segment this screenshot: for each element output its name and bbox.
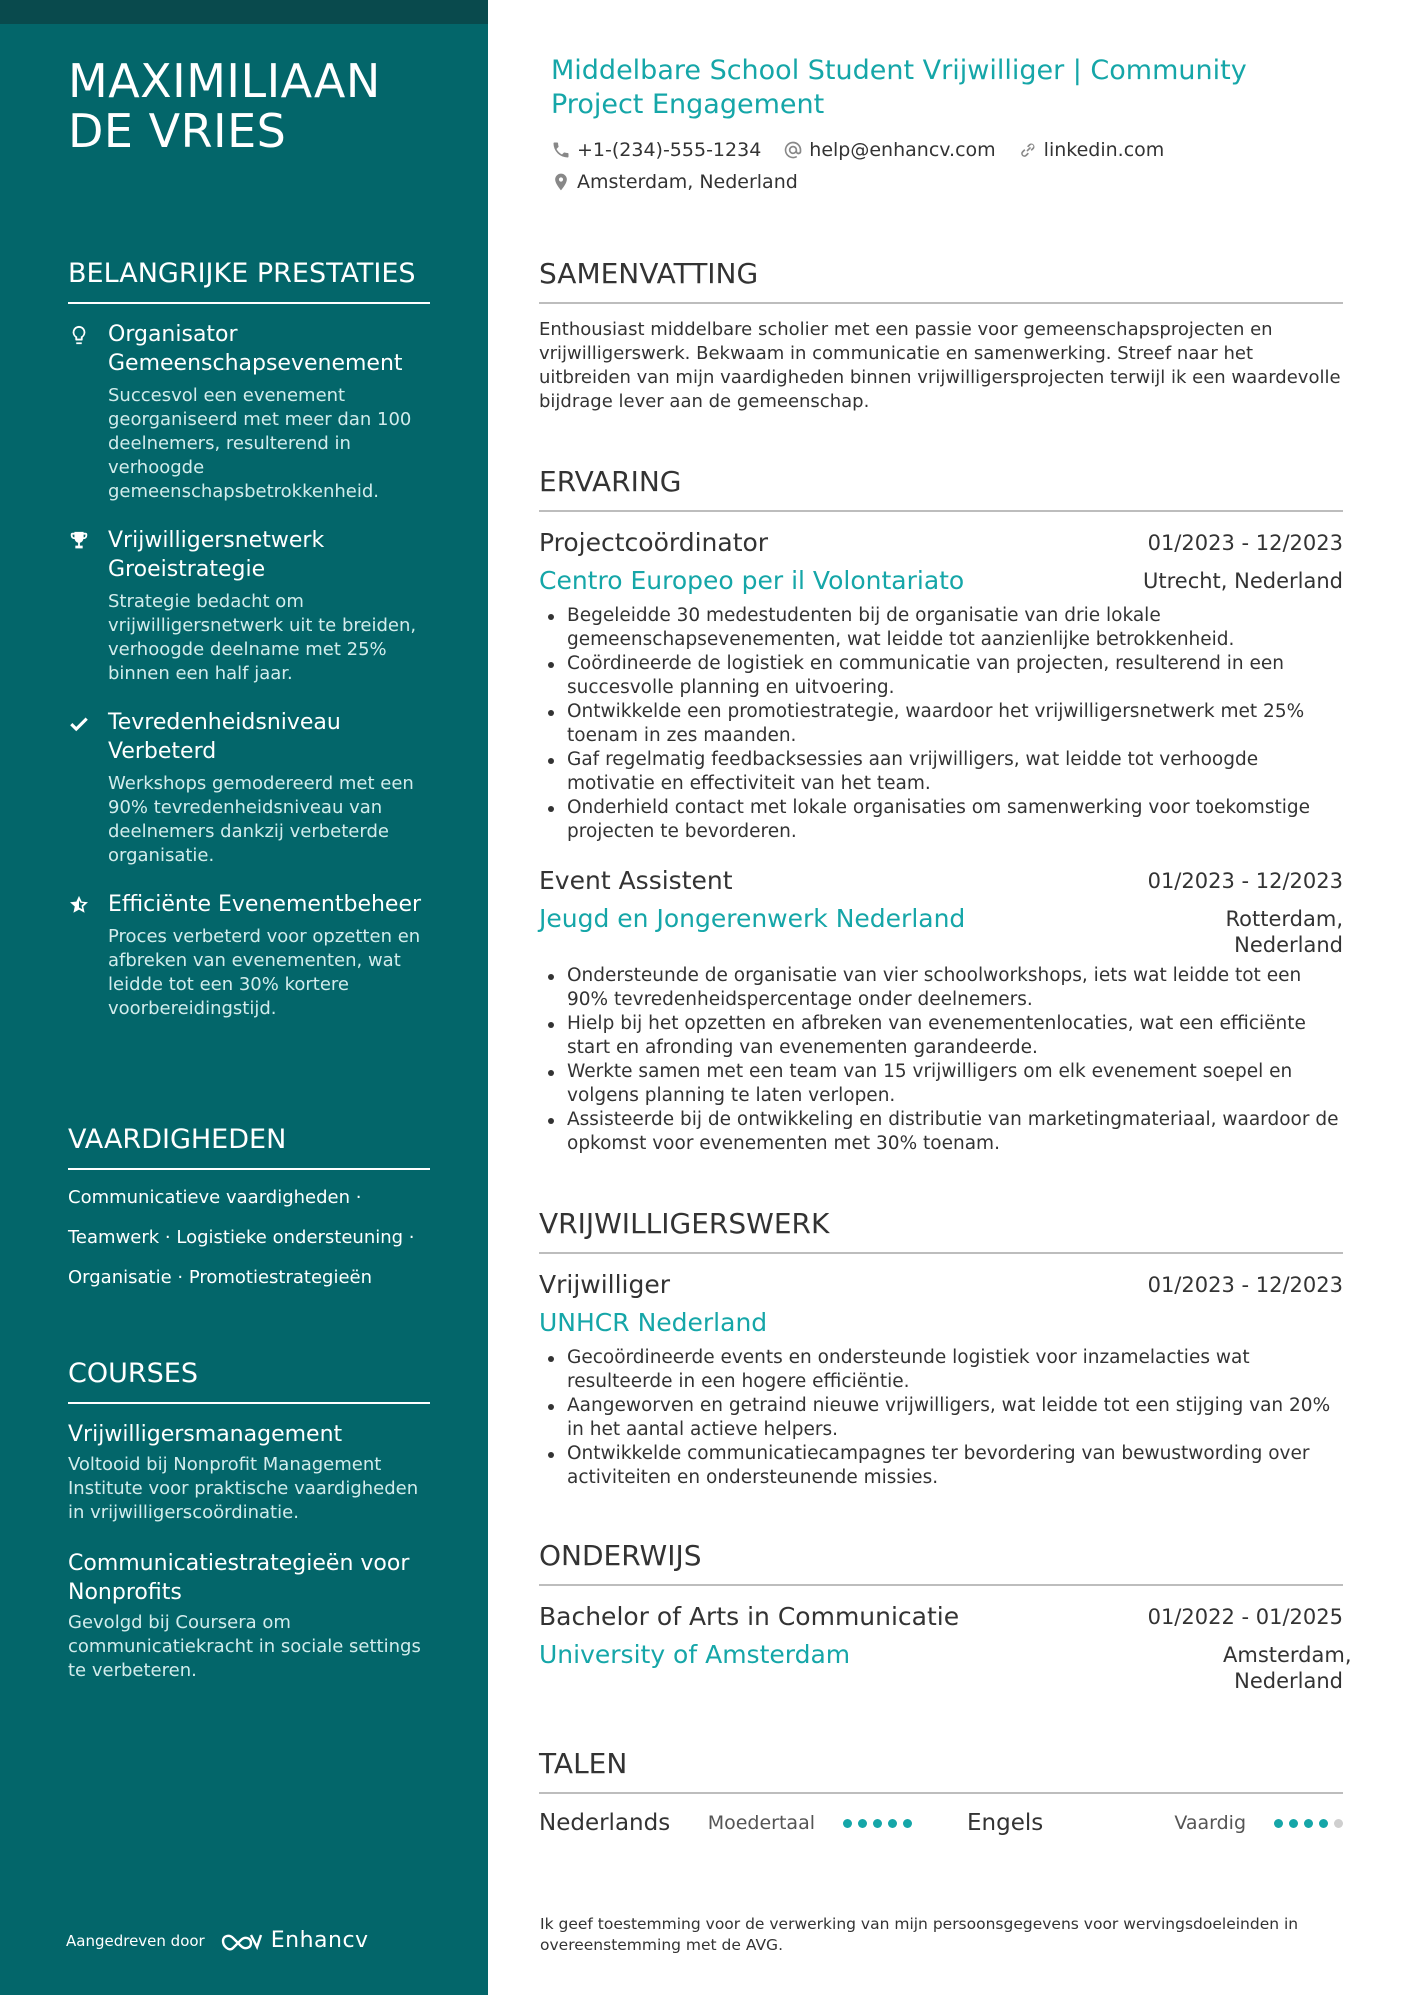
summary-heading: SAMENVATTING — [539, 256, 1343, 304]
language-item — [967, 1808, 1343, 1838]
bullet-item: Assisteerde bij de ontwikkeling en distributie van marketingmateriaal, waardoor de opkomst voor evenementen met 30% toenam. — [539, 1108, 1343, 1156]
rating-dot-filled — [1319, 1819, 1328, 1828]
contact-linkedin-text: linkedin.com — [1043, 139, 1165, 161]
entry-organization[interactable]: UNHCR Nederland — [539, 1308, 768, 1337]
entry-bullets — [539, 1346, 1343, 1490]
achievements-heading: BELANGRIJKE PRESTATIES — [68, 256, 430, 304]
bullet-item: Hielp bij het opzetten en afbreken van evenementenlocaties, wat een efficiënte start en afronding van evenementen garandeerde. — [539, 1012, 1343, 1060]
language-rating — [843, 1819, 912, 1828]
languages-heading: TALEN — [539, 1746, 1343, 1794]
rating-dot-filled — [873, 1819, 882, 1828]
bullet-item: Begeleidde 30 medestudenten bij de organisatie van drie lokale gemeenschapsevenementen, wat leidde tot aanzienlijke betrokkenheid. — [539, 604, 1343, 652]
bullet-item: Gaf regelmatig feedbacksessies aan vrijwilligers, wat leidde tot verhoogde motivatie en effectiviteit van het team. — [539, 748, 1343, 796]
brand-logo[interactable] — [219, 1928, 369, 1953]
achievement-title: Efficiënte Evenementbeheer — [108, 892, 422, 917]
course-item — [68, 1549, 430, 1683]
sidebar — [0, 0, 488, 1995]
gdpr-consent: Ik geef toestemming voor de verwerking van mijn persoonsgegevens voor wervingsdoeleinden in overeenstemming met de AVG. — [540, 1915, 1299, 1954]
language-name: Engels — [967, 1810, 1044, 1836]
contact-email-text: help@enhancv.com — [809, 139, 996, 161]
course-desc: Voltooid bij Nonprofit Management Institute voor praktische vaardigheden in vrijwilligerscoördinatie. — [68, 1454, 419, 1523]
entry-location: Rotterdam, Nederland — [1225, 907, 1343, 957]
rating-dot-filled — [888, 1819, 897, 1828]
education-heading: ONDERWIJS — [539, 1538, 1343, 1586]
bullet-item: Ontwikkelde communicatiecampagnes ter bevordering van bewustwording over activiteiten en ondersteunende missies. — [539, 1442, 1343, 1490]
achievements-section — [68, 256, 430, 1043]
entry-role: Projectcoördinator — [539, 528, 769, 557]
entry-role: Event Assistent — [539, 866, 733, 895]
bullet-item: Aangeworven en getraind nieuwe vrijwilligers, wat leidde tot een stijging van 20% in het aantal actieve helpers. — [539, 1394, 1343, 1442]
course-item — [68, 1420, 430, 1525]
achievement-desc: Strategie bedacht om vrijwilligersnetwerk uit te breiden, verhoogde deelname met 25% binnen een half jaar. — [108, 591, 417, 684]
language-name: Nederlands — [539, 1810, 671, 1836]
entry-role: Vrijwilliger — [539, 1270, 671, 1299]
entry-location: Amsterdam, Nederland — [1223, 1643, 1352, 1693]
skill-line: Organisatie · Promotiestrategieën — [68, 1267, 373, 1288]
education-entry — [539, 1600, 1352, 1694]
course-title: Communicatiestrategieën voor Nonprofits — [68, 1551, 410, 1605]
enhancv-logo-icon — [219, 1929, 263, 1953]
rating-dot-filled — [843, 1819, 852, 1828]
achievement-desc: Proces verbeterd voor opzetten en afbreken van evenementen, wat leidde tot een 30% kortere voorbereidingstijd. — [108, 926, 421, 1019]
course-desc: Gevolgd bij Coursera om communicatiekracht in sociale settings te verbeteren. — [68, 1612, 421, 1681]
skills-heading: VAARDIGHEDEN — [68, 1122, 430, 1170]
entry-date: 01/2023 - 12/2023 — [1147, 1273, 1343, 1297]
sidebar-top-bar — [0, 0, 488, 24]
bullet-item: Ontwikkelde een promotiestrategie, waardoor het vrijwilligersnetwerk met 25% toenam in zes maanden. — [539, 700, 1343, 748]
bullet-item: Gecoördineerde events en ondersteunde logistiek voor inzamelacties wat resulteerde in een hogere efficiëntie. — [539, 1346, 1343, 1394]
entry-date: 01/2023 - 12/2023 — [1147, 531, 1343, 555]
courses-section — [68, 1356, 430, 1707]
entry-organization[interactable]: Jeugd en Jongerenwerk Nederland — [539, 904, 966, 933]
trophy-icon — [68, 526, 108, 686]
contact-location — [551, 170, 798, 194]
entry-organization[interactable]: Centro Europeo per il Volontariato — [539, 566, 965, 595]
education-section — [539, 1538, 1352, 1714]
entry-bullets — [539, 964, 1343, 1156]
experience-entry — [539, 526, 1343, 844]
achievement-title: Tevredenheidsniveau Verbeterd — [108, 710, 341, 764]
bullet-item: Onderhield contact met lokale organisaties om samenwerking voor toekomstige projecten te bevorderen. — [539, 796, 1343, 844]
contact-phone[interactable] — [551, 138, 761, 162]
rating-dot-filled — [1274, 1819, 1283, 1828]
volunteer-entry — [539, 1268, 1343, 1490]
achievement-desc: Succesvol een evenement georganiseerd met meer dan 100 deelnemers, resulterend in verhoogde gemeenschapsbetrokkenheid. — [108, 385, 412, 502]
achievement-item — [68, 526, 430, 686]
achievement-title: Vrijwilligersnetwerk Groeistrategie — [108, 528, 325, 582]
powered-by-label: Aangedreven door — [66, 1931, 205, 1950]
location-pin-icon — [551, 172, 571, 192]
brand-name: Enhancv — [270, 1928, 369, 1953]
summary-text: Enthousiast middelbare scholier met een passie voor gemeenschapsprojecten en vrijwilligerswerk. Bekwaam in communicatie en samenwerking. Streef naar het uitbreiden van mijn vaardigheden binnen vrijwilligersprojecten terwijl ik een waardevolle bijdrage lever aan de gemeenschap. — [539, 319, 1341, 412]
achievement-item — [68, 890, 430, 1021]
course-title: Vrijwilligersmanagement — [68, 1422, 343, 1447]
achievement-item — [68, 320, 430, 504]
star-icon — [68, 890, 108, 1021]
volunteer-heading: VRIJWILLIGERSWERK — [539, 1206, 1343, 1254]
language-level: Moedertaal — [707, 1812, 815, 1834]
contact-phone-text: +1-(234)-555-1234 — [577, 139, 762, 161]
experience-entry — [539, 864, 1343, 1156]
at-icon — [783, 140, 803, 160]
powered-by — [66, 1928, 369, 1953]
rating-dot-filled — [858, 1819, 867, 1828]
bullet-item: Ondersteunde de organisatie van vier schoolworkshops, iets wat leidde tot een 90% tevredenheidspercentage onder deelnemers. — [539, 964, 1343, 1012]
rating-dot-filled — [903, 1819, 912, 1828]
entry-location: Utrecht, Nederland — [1143, 569, 1343, 593]
entry-date: 01/2022 - 01/2025 — [1147, 1605, 1343, 1629]
candidate-name: MAXIMILIAAN DE VRIES — [68, 54, 381, 158]
phone-icon — [551, 140, 571, 160]
skill-line: Teamwerk · Logistieke ondersteuning · — [68, 1227, 415, 1248]
lightbulb-icon — [68, 320, 108, 504]
skill-line: Communicatieve vaardigheden · — [68, 1187, 362, 1208]
checkmark-icon — [68, 708, 108, 868]
entry-date: 01/2023 - 12/2023 — [1147, 869, 1343, 893]
contact-linkedin[interactable] — [1018, 138, 1165, 162]
rating-dot-empty — [1334, 1819, 1343, 1828]
education-degree: Bachelor of Arts in Communicatie — [539, 1602, 960, 1631]
contact-email[interactable] — [783, 138, 995, 162]
achievement-item — [68, 708, 430, 868]
contact-location-text: Amsterdam, Nederland — [577, 171, 798, 193]
rating-dot-filled — [1289, 1819, 1298, 1828]
bullet-item: Werkte samen met een team van 15 vrijwilligers om elk evenement soepel en volgens planning te laten verlopen. — [539, 1060, 1343, 1108]
entry-bullets — [539, 604, 1343, 844]
skills-section — [68, 1122, 430, 1306]
language-rating — [1274, 1819, 1343, 1828]
contact-info — [551, 138, 1331, 202]
courses-heading: COURSES — [68, 1356, 430, 1404]
education-school[interactable]: University of Amsterdam — [539, 1640, 851, 1669]
volunteer-section — [539, 1206, 1343, 1510]
link-icon — [1018, 140, 1038, 160]
experience-heading: ERVARING — [539, 464, 1343, 512]
achievement-desc: Werkshops gemodereerd met een 90% tevredenheidsniveau van deelnemers dankzij verbeterde organisatie. — [108, 773, 414, 866]
summary-section — [539, 256, 1343, 414]
languages-section — [539, 1746, 1343, 1838]
rating-dot-filled — [1304, 1819, 1313, 1828]
language-level: Vaardig — [1174, 1812, 1246, 1834]
headline: Middelbare School Student Vrijwilliger | Community Project Engagement — [551, 55, 1247, 120]
bullet-item: Coördineerde de logistiek en communicatie van projecten, resulterend in een succesvolle planning en uitvoering. — [539, 652, 1343, 700]
language-item — [539, 1808, 967, 1838]
achievement-title: Organisator Gemeenschapsevenement — [108, 322, 403, 376]
experience-section — [539, 464, 1343, 1176]
